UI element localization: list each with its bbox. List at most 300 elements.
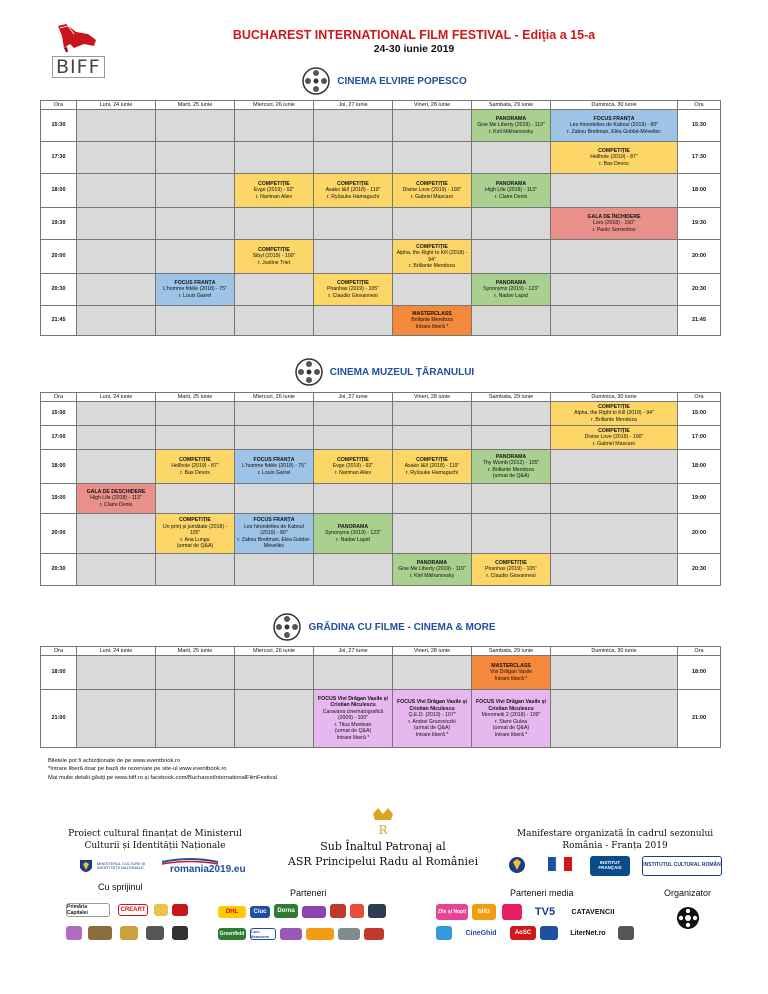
screening-detail: (urmat de Q&A): [413, 725, 451, 731]
time-cell: 21:45: [678, 306, 721, 336]
column-header: Duminica, 30 iunie: [551, 393, 678, 402]
screening-detail: (urmat de Q&A): [492, 473, 530, 479]
screening-category: COMPETIȚIE: [416, 180, 448, 187]
screening-detail: Alpha, the Right to Kill (2018) - 94": [396, 250, 468, 263]
romania2019-text: romania2019.eu: [170, 864, 246, 875]
ministry-label: MINISTERUL CULTURII ȘI IDENTITĂȚII NAȚIONALE: [97, 861, 146, 871]
screening-detail: r. Brillante Mendoza: [591, 416, 637, 423]
screening-detail: r. Zabou Breitman, Eléa Gobbé-Mévellec: [237, 536, 311, 550]
media-logo-6: [436, 926, 452, 940]
screening-cell[interactable]: [235, 450, 314, 484]
support-emblem-6: [146, 926, 164, 940]
section-title: CINEMA ELVIRE POPESCO: [337, 75, 467, 87]
empty-slot: [156, 426, 235, 450]
screening-cell[interactable]: [393, 450, 472, 484]
screening-category: FOCUS FRANȚA: [174, 279, 216, 286]
empty-slot: [551, 656, 678, 690]
screening-category: PANORAMA: [495, 180, 527, 187]
empty-slot: [235, 306, 314, 336]
empty-slot: [314, 306, 393, 336]
screening-cell[interactable]: [472, 274, 551, 306]
screening-category: PANORAMA: [495, 279, 527, 286]
screening-detail: Intrare liberă *: [494, 675, 528, 682]
column-header: Joi, 27 iunie: [314, 101, 393, 110]
festival-title: BUCHAREST INTERNATIONAL FILM FESTIVAL - Ediția a 15-a: [232, 28, 596, 42]
screening-cell[interactable]: [472, 554, 551, 586]
royal-crown-icon: [368, 806, 398, 838]
time-cell: 17:00: [678, 426, 721, 450]
column-header: Joi, 27 iunie: [314, 393, 393, 402]
time-cell: 18:00: [678, 174, 721, 208]
biff-logo-text: BIFF: [52, 56, 105, 78]
screening-category: COMPETIȚIE: [337, 456, 369, 463]
screening-detail: r. Paolo Sorrentino: [592, 226, 636, 233]
screening-category: PANORAMA: [337, 523, 369, 530]
screening-detail: (urmat de Q&A): [334, 728, 372, 735]
empty-slot: [393, 402, 472, 426]
ciuc-brasserie-logo: Ciuc Brasserie: [250, 928, 276, 940]
column-header: Duminica, 30 iunie: [551, 647, 678, 656]
time-cell: 18:00: [678, 656, 721, 690]
organizer-reel-icon: [676, 906, 700, 936]
screening-cell[interactable]: [393, 174, 472, 208]
screening-cell[interactable]: [393, 306, 472, 336]
empty-slot: [393, 656, 472, 690]
season-text: [490, 828, 740, 852]
table-header-row: [41, 101, 721, 110]
time-cell: 20:00: [678, 240, 721, 274]
support-emblem-5: [120, 926, 138, 940]
screening-detail: r. Zabou Breitman, Eléa Gobbé-Mévellec: [567, 128, 661, 135]
screening-detail: Les hirondelles de Kaboul (2019) - 80": [244, 523, 304, 537]
dhl-logo: DHL: [218, 906, 246, 918]
time-cell: 15:30: [678, 110, 721, 142]
schedule-row: [41, 240, 721, 274]
schedule-row: [41, 306, 721, 336]
column-header: Ora: [41, 101, 77, 110]
screening-category: MASTERCLASS: [412, 310, 452, 317]
empty-slot: [551, 690, 678, 748]
screening-detail: Synonyms (2019) - 123": [325, 530, 381, 537]
primaria-capitalei-logo: Primăria Capitalei: [66, 903, 110, 917]
time-cell: 20:30: [41, 274, 77, 306]
screening-detail: Evge (2019) - 92": [332, 463, 374, 470]
schedule-row: [41, 554, 721, 586]
column-header: Vineri, 28 iunie: [393, 393, 472, 402]
screening-category: FOCUS Vivi Drăgan Vasile și Cristian Niculescu: [397, 699, 467, 712]
screening-category: FOCUS FRANȚA: [253, 456, 295, 463]
sponsors-footer: [0, 800, 768, 994]
festival-dates: 24-30 iunie 2019: [373, 43, 455, 55]
screening-detail: Asako I&II (2018) - 119": [325, 187, 381, 194]
support-emblem-2: [172, 904, 188, 916]
time-cell: 20:00: [41, 514, 77, 554]
project-funding-text: [50, 828, 260, 852]
schedule-row: [41, 208, 721, 240]
screening-cell[interactable]: [314, 690, 393, 748]
screening-detail: Divine Love (2019) - 100": [584, 434, 644, 441]
screening-detail: r. Louis Garrel: [257, 469, 291, 476]
screening-detail: r. Ryûsuke Hamaguchi: [326, 193, 380, 200]
schedule-row: [41, 450, 721, 484]
screening-cell[interactable]: [472, 690, 551, 748]
screening-cell[interactable]: [472, 450, 551, 484]
empty-slot: [156, 306, 235, 336]
media-logo-11: [618, 926, 634, 940]
screening-cell[interactable]: [235, 514, 314, 554]
empty-slot: [472, 208, 551, 240]
empty-slot: [472, 426, 551, 450]
screening-cell[interactable]: [235, 174, 314, 208]
empty-slot: [235, 690, 314, 748]
schedule-row: [41, 484, 721, 514]
ministry-crest-icon: [78, 858, 94, 876]
empty-slot: [156, 690, 235, 748]
empty-slot: [77, 426, 156, 450]
empty-slot: [393, 142, 472, 174]
screening-detail: r. Bas Devos: [180, 469, 210, 476]
empty-slot: [156, 402, 235, 426]
dorna-logo: Dorna: [274, 904, 298, 918]
institut-francais-logo: INSTITUT FRANÇAIS: [590, 856, 630, 876]
partner-logo-4: [302, 906, 326, 918]
screening-cell[interactable]: [393, 690, 472, 748]
section-title: CINEMA MUZEUL ȚĂRANULUI: [329, 366, 475, 378]
partner-logo-10: [280, 928, 302, 940]
empty-slot: [472, 514, 551, 554]
empty-slot: [472, 402, 551, 426]
screening-detail: L'homme fidèle (2018) - 75": [242, 463, 306, 470]
column-header: Ora: [41, 393, 77, 402]
empty-slot: [235, 484, 314, 514]
romania-coat-of-arms-icon: [508, 855, 526, 875]
screening-cell[interactable]: [314, 174, 393, 208]
screening-category: FOCUS FRANȚA: [253, 517, 295, 524]
time-cell: 19:30: [41, 208, 77, 240]
section-header-gradina: [0, 612, 768, 642]
screening-detail: r. Claudio Giovannesi: [486, 572, 536, 579]
screening-category: COMPETIȚIE: [258, 246, 290, 253]
column-header: Sambata, 29 iunie: [472, 393, 551, 402]
screening-detail: Hellhole (2019) - 87": [590, 154, 638, 161]
screening-detail: Sibyl (2019) - 100": [252, 253, 296, 260]
time-cell: 15:00: [678, 402, 721, 426]
empty-slot: [77, 656, 156, 690]
support-emblem-4: [88, 926, 112, 940]
column-header: Ora: [41, 647, 77, 656]
screening-cell[interactable]: [314, 274, 393, 306]
partner-logo-6: [350, 904, 364, 918]
column-header: Marti, 25 iunie: [156, 101, 235, 110]
table-header-row: [41, 647, 721, 656]
screening-cell[interactable]: [314, 514, 393, 554]
schedule-row: [41, 174, 721, 208]
zile-si-nopti-logo: Zile și Nopți: [436, 904, 468, 920]
time-cell: 17:30: [678, 142, 721, 174]
empty-slot: [314, 240, 393, 274]
empty-slot: [156, 208, 235, 240]
empty-slot: [235, 274, 314, 306]
time-cell: 19:00: [678, 484, 721, 514]
screening-detail: (urmat de Q&A): [492, 725, 530, 731]
empty-slot: [235, 554, 314, 586]
romania2019-logo: [160, 856, 270, 876]
empty-slot: [314, 110, 393, 142]
screening-cell[interactable]: [156, 514, 235, 554]
empty-slot: [156, 110, 235, 142]
empty-slot: [156, 554, 235, 586]
screening-detail: Piranhas (2019) - 105": [326, 286, 380, 293]
screening-detail: Q.E.D. (2013) - 107": [408, 712, 456, 718]
screening-detail: r. Brillante Mendoza: [409, 263, 455, 269]
schedule-table-gradina-cu-filme: [40, 646, 721, 748]
screening-detail: Give Me Liberty (2019) - 119": [398, 566, 466, 573]
empty-slot: [472, 142, 551, 174]
screening-cell[interactable]: [551, 426, 678, 450]
empty-slot: [314, 426, 393, 450]
screening-detail: High Life (2018) - 113": [485, 187, 537, 194]
screening-category: COMPETIȚIE: [416, 243, 448, 250]
screening-cell[interactable]: [551, 402, 678, 426]
screening-cell[interactable]: [314, 450, 393, 484]
empty-slot: [472, 306, 551, 336]
column-header: Marti, 25 iunie: [156, 647, 235, 656]
schedule-row: [41, 110, 721, 142]
screening-detail: r. Justine Triet: [257, 259, 291, 266]
film-reel-icon: [272, 612, 302, 642]
schedule-table-elvire-popesco: [40, 100, 721, 336]
screening-cell[interactable]: [472, 110, 551, 142]
schedule-row: [41, 514, 721, 554]
screening-detail: r. Kiril Mikhanovsky: [409, 572, 455, 579]
column-header: Ora: [678, 101, 721, 110]
screening-category: COMPETIȚIE: [598, 403, 630, 410]
screening-detail: Evge (2019) - 92": [253, 187, 295, 194]
screening-detail: r. Titus Muntean: [334, 721, 372, 728]
column-header: Luni, 24 iunie: [77, 647, 156, 656]
empty-slot: [77, 306, 156, 336]
note-free-entry: *Intrare liberă doar pe bază de rezervare pe site-ul www.eventbook.ro: [48, 766, 227, 773]
empty-slot: [393, 514, 472, 554]
screening-detail: r. Brillante Mendoza: [488, 466, 534, 473]
media-logo-3: [502, 904, 522, 920]
screening-detail: r. Gabriel Mascaro: [592, 440, 636, 447]
schedule-row: [41, 690, 721, 748]
column-header: Miercuri, 26 iunie: [235, 101, 314, 110]
cineghid-logo: CineGhid: [458, 926, 504, 940]
screening-category: GALA DE ÎNCHIDERE: [587, 213, 641, 220]
empty-slot: [314, 402, 393, 426]
schedule-row: [41, 426, 721, 450]
screening-category: COMPETIȚIE: [337, 279, 369, 286]
screening-detail: Give Me Liberty (2019) - 119": [477, 122, 545, 129]
time-cell: 18:00: [41, 656, 77, 690]
column-header: Vineri, 28 iunie: [393, 647, 472, 656]
screening-detail: Loro (2018) - 150": [593, 220, 635, 227]
empty-slot: [314, 142, 393, 174]
empty-slot: [472, 484, 551, 514]
screening-category: GALA DE DESCHIDERE: [86, 488, 146, 495]
film-reel-icon: [301, 66, 331, 96]
screening-detail: High Life (2018) - 113": [90, 495, 142, 502]
note-tickets: Biletele pot fi achiziționate de pe www.eventbook.ro: [48, 758, 181, 764]
media-partners-label: Parteneri media: [510, 888, 574, 898]
organizer-label: Organizator: [664, 888, 712, 898]
ciuc-logo: Ciuc: [250, 906, 270, 918]
empty-slot: [235, 656, 314, 690]
time-cell: 15:00: [41, 402, 77, 426]
empty-slot: [551, 274, 678, 306]
empty-slot: [314, 208, 393, 240]
screening-detail: r. Louis Garrel: [178, 292, 212, 299]
support-emblem-7: [172, 926, 188, 940]
screening-category: PANORAMA: [495, 115, 527, 122]
time-cell: 20:30: [678, 554, 721, 586]
screening-detail: Un prinț și jumătate (2018) - 105": [162, 523, 228, 537]
screening-detail: r. Bas Devos: [599, 160, 629, 167]
empty-slot: [314, 656, 393, 690]
screening-detail: r. Claudio Giovannesi: [328, 292, 378, 299]
empty-slot: [551, 174, 678, 208]
screening-cell[interactable]: [472, 174, 551, 208]
screening-category: FOCUS FRANȚA: [593, 115, 635, 122]
creart-logo: CREART: [118, 904, 148, 916]
screening-cell[interactable]: [77, 484, 156, 514]
time-cell: 18:00: [678, 450, 721, 484]
screening-category: COMPETIȚIE: [495, 559, 527, 566]
empty-slot: [77, 514, 156, 554]
time-cell: 21:00: [678, 690, 721, 748]
royal-patronage-text: [268, 840, 498, 870]
partner-logo-11: [306, 928, 334, 940]
table-header-row: [41, 393, 721, 402]
screening-category: COMPETIȚIE: [416, 456, 448, 463]
screening-detail: L'homme fidèle (2018) - 75": [163, 286, 227, 293]
screening-cell[interactable]: [551, 208, 678, 240]
column-header: Ora: [678, 647, 721, 656]
screening-cell[interactable]: [393, 240, 472, 274]
empty-slot: [77, 174, 156, 208]
empty-slot: [393, 484, 472, 514]
time-cell: 19:00: [41, 484, 77, 514]
screening-cell[interactable]: [156, 450, 235, 484]
screening-detail: Intrare liberă *: [415, 323, 449, 330]
screening-detail: Thy Womb (2012) - 105": [482, 460, 540, 466]
empty-slot: [77, 110, 156, 142]
screening-cell[interactable]: [551, 142, 678, 174]
schedule-table-muzeul-taranului: [40, 392, 721, 586]
time-cell: 20:00: [678, 514, 721, 554]
screening-category: COMPETIȚIE: [179, 517, 211, 524]
screening-category: COMPETIȚIE: [598, 427, 630, 434]
empty-slot: [235, 110, 314, 142]
empty-slot: [77, 274, 156, 306]
screening-cell[interactable]: [393, 554, 472, 586]
empty-slot: [77, 690, 156, 748]
icr-logo: INSTITUTUL CULTURAL ROMÂN: [642, 856, 722, 876]
screening-cell[interactable]: [235, 240, 314, 274]
screening-cell[interactable]: [551, 110, 678, 142]
partner-logo-12: [338, 928, 360, 940]
patron-line-2: ASR Principelui Radu al României: [287, 854, 479, 868]
time-cell: 17:00: [41, 426, 77, 450]
column-header: Ora: [678, 393, 721, 402]
column-header: Luni, 24 iunie: [77, 101, 156, 110]
screening-detail: r. Stere Gulea: [494, 718, 527, 725]
column-header: Duminica, 30 iunie: [551, 101, 678, 110]
screening-category: PANORAMA: [416, 559, 448, 566]
empty-slot: [235, 426, 314, 450]
time-cell: 17:30: [41, 142, 77, 174]
screening-detail: r. Nadav Lapid: [336, 536, 370, 543]
screening-detail: Alpha, the Right to Kill (2018) - 94": [574, 410, 654, 417]
screening-cell[interactable]: [156, 274, 235, 306]
screening-detail: Hellhole (2019) - 87": [171, 463, 219, 470]
screening-detail: (urmat de Q&A): [176, 543, 214, 550]
empty-slot: [156, 484, 235, 514]
screening-detail: r. Nariman Aliev: [334, 469, 372, 476]
screening-detail: r. Ana Lungu: [180, 536, 210, 543]
empty-slot: [77, 554, 156, 586]
empty-slot: [551, 484, 678, 514]
season-line-2: România - Franța 2019: [562, 841, 668, 852]
screening-detail: r. Claire Denis: [494, 193, 528, 200]
partner-logo-5: [330, 904, 346, 918]
screening-detail: Piranhas (2019) - 105": [484, 566, 538, 573]
screening-detail: r. Kiril Mikhanovsky: [488, 128, 534, 135]
empty-slot: [156, 240, 235, 274]
column-header: Miercuri, 26 iunie: [235, 647, 314, 656]
empty-slot: [551, 554, 678, 586]
project-line-1: Proiect cultural finanțat de Ministerul: [68, 829, 242, 839]
column-header: Joi, 27 iunie: [314, 647, 393, 656]
section-title: GRĂDINA CU FILME - CINEMA & MORE: [308, 621, 496, 633]
time-cell: 15:30: [41, 110, 77, 142]
time-cell: 21:45: [41, 306, 77, 336]
section-header-elvire: [0, 66, 768, 96]
svg-text:R: R: [378, 823, 388, 837]
empty-slot: [77, 142, 156, 174]
screening-category: PANORAMA: [495, 453, 527, 460]
screening-cell[interactable]: [472, 656, 551, 690]
liternet-logo: LiterNet.ro: [564, 926, 612, 940]
screening-category: FOCUS Vivi Drăgan Vasile și Cristian Niculescu: [318, 695, 388, 709]
screening-detail: Intrare liberă *: [336, 734, 370, 741]
catavencii-logo: CATAVENCII: [566, 904, 620, 920]
screening-detail: r. Andrei Gruzsniczki: [408, 718, 456, 725]
screening-detail: Asako I&II (2018) - 119": [404, 463, 460, 470]
empty-slot: [156, 142, 235, 174]
empty-slot: [551, 306, 678, 336]
time-cell: 20:00: [41, 240, 77, 274]
empty-slot: [77, 450, 156, 484]
empty-slot: [472, 240, 551, 274]
partner-logo-13: [364, 928, 384, 940]
time-cell: 20:30: [678, 274, 721, 306]
screening-detail: Les hirondelles de Kaboul (2019) - 80": [569, 122, 659, 129]
empty-slot: [235, 402, 314, 426]
empty-slot: [156, 656, 235, 690]
empty-slot: [314, 554, 393, 586]
empty-slot: [393, 426, 472, 450]
empty-slot: [77, 208, 156, 240]
time-cell: 18:00: [41, 174, 77, 208]
column-header: Marti, 25 iunie: [156, 393, 235, 402]
column-header: Vineri, 28 iunie: [393, 101, 472, 110]
project-line-2: Culturii și Identității Naționale: [84, 841, 226, 852]
screening-category: COMPETIȚIE: [337, 180, 369, 187]
support-label: Cu sprijinul: [98, 882, 143, 892]
